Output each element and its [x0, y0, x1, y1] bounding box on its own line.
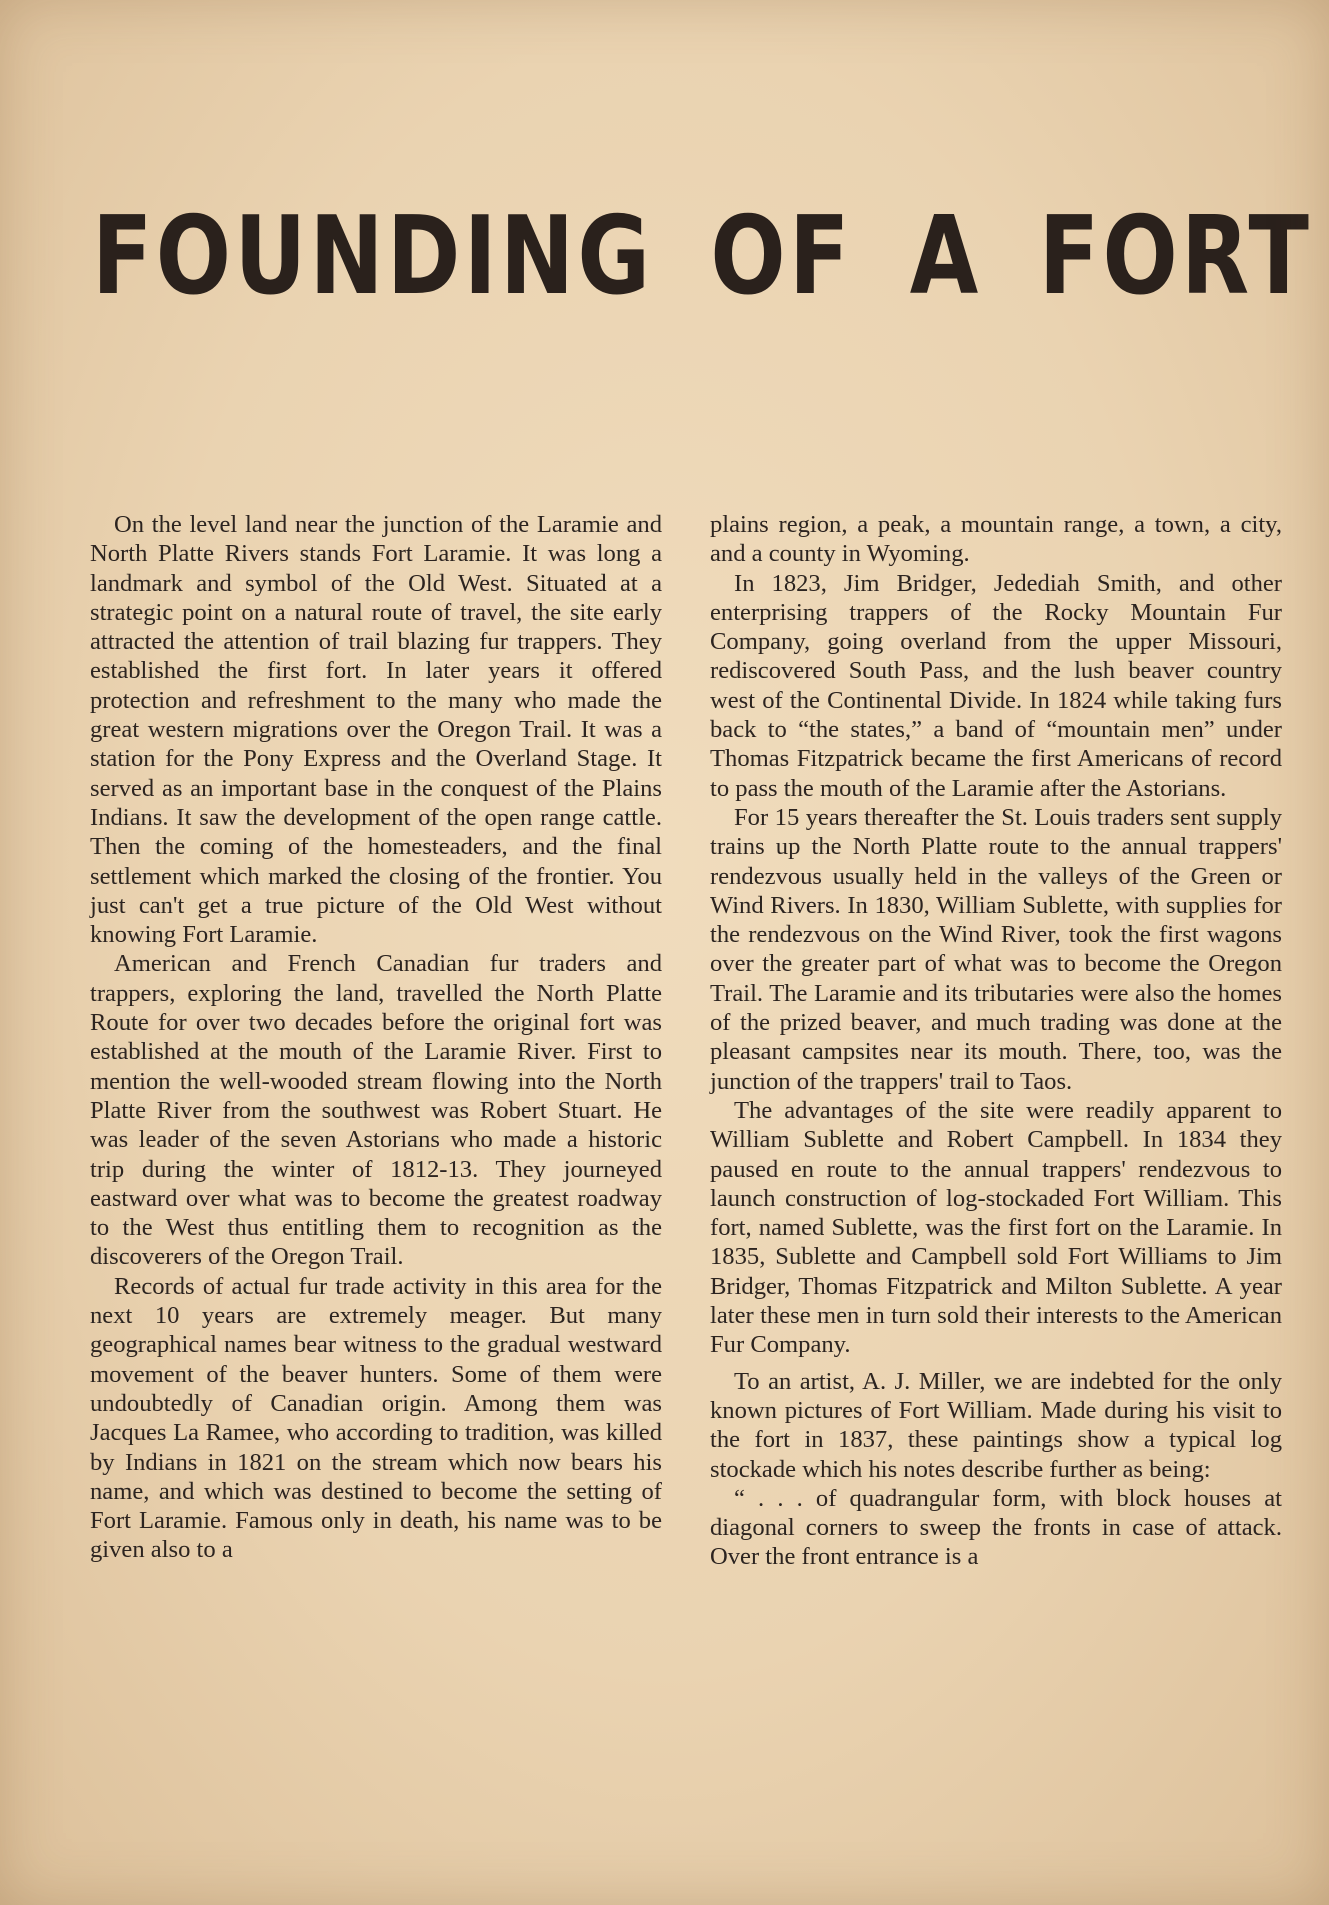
paragraph: For 15 years thereafter the St. Louis traders sent supply trains up the North Platte route to the annual trappers' rendezvous usually held in the valleys of the Green or Wind Rivers. In 1830, William Sublette, with supplies for the rendezvous on the Wind River, took the first wagons over the greater part of what was to become the Oregon Trail. The Laramie and its tributaries were also the homes of the prized beaver, and much trading was done at the pleasant campsites near its mouth. There, too, was the junction of the trappers' trail to Taos. [710, 803, 1282, 1095]
left-column [90, 510, 662, 1565]
paragraph: The advantages of the site were readily apparent to William Sublette and Robert Campbell. In 1834 they paused en route to the annual trappers' rendezvous to launch construction of log-stockaded Fort William. This fort, named Sublette, was the first fort on the Laramie. In 1835, Sublette and Campbell sold Fort Williams to Jim Bridger, Thomas Fitzpatrick and Milton Sublette. A year later these men in turn sold their interests to the American Fur Company. [710, 1096, 1282, 1359]
paragraph: In 1823, Jim Bridger, Jedediah Smith, and other enterprising trappers of the Rocky Mountain Fur Company, going overland from the upper Missouri, rediscovered South Pass, and the lush beaver country west of the Continental Divide. In 1824 while taking furs back to “the states,” a band of “mountain men” under Thomas Fitzpatrick became the first Americans of record to pass the mouth of the Laramie after the Astorians. [710, 569, 1282, 802]
paragraph: American and French Canadian fur traders and trappers, exploring the land, travelled the North Platte Route for over two decades before the original fort was established at the mouth of the Laramie River. First to mention the well-wooded stream flowing into the North Platte River from the southwest was Robert Stuart. He was leader of the seven Astorians who made a historic trip during the winter of 1812-13. They journeyed eastward over what was to become the greatest roadway to the West thus entitling them to recognition as the discoverers of the Oregon Trail. [90, 950, 662, 1271]
paragraph: plains region, a peak, a mountain range, a town, a city, and a county in Wyoming. [710, 511, 1282, 568]
right-column [710, 510, 1282, 1572]
paragraph: On the level land near the junction of the Laramie and North Platte Rivers stands Fort Laramie. It was long a landmark and symbol of the Old West. Situated at a strategic point on a natural route of travel, the site early attracted the attention of trail blazing fur trappers. They established the first fort. In later years it offered protection and refreshment to the many who made the great western migrations over the Oregon Trail. It was a station for the Pony Express and the Overland Stage. It served as an important base in the conquest of the Plains Indians. It saw the development of the open range cattle. Then the coming of the homesteaders, and the final settlement which marked the closing of the frontier. You just can't get a true picture of the Old West without knowing Fort Laramie. [90, 511, 662, 949]
paragraph: Records of actual fur trade activity in this area for the next 10 years are extremely meager. But many geographical names bear witness to the gradual westward movement of the beaver hunters. Some of them were undoubtedly of Canadian origin. Among them was Jacques La Ramee, who according to tradition, was killed by Indians in 1821 on the stream which now bears his name, and which was destined to become the setting of Fort Laramie. Famous only in death, his name was to be given also to a [90, 1272, 662, 1564]
article-title: FOUNDING OF A FORT [92, 194, 1313, 319]
paragraph: “ . . . of quadrangular form, with block houses at diagonal corners to sweep the fronts in case of attack. Over the front entrance is a [710, 1484, 1282, 1571]
paragraph: To an artist, A. J. Miller, we are indebted for the only known pictures of Fort William. Made during his visit to the fort in 1837, these paintings show a typical log stockade which his notes describe further as being: [710, 1367, 1282, 1483]
